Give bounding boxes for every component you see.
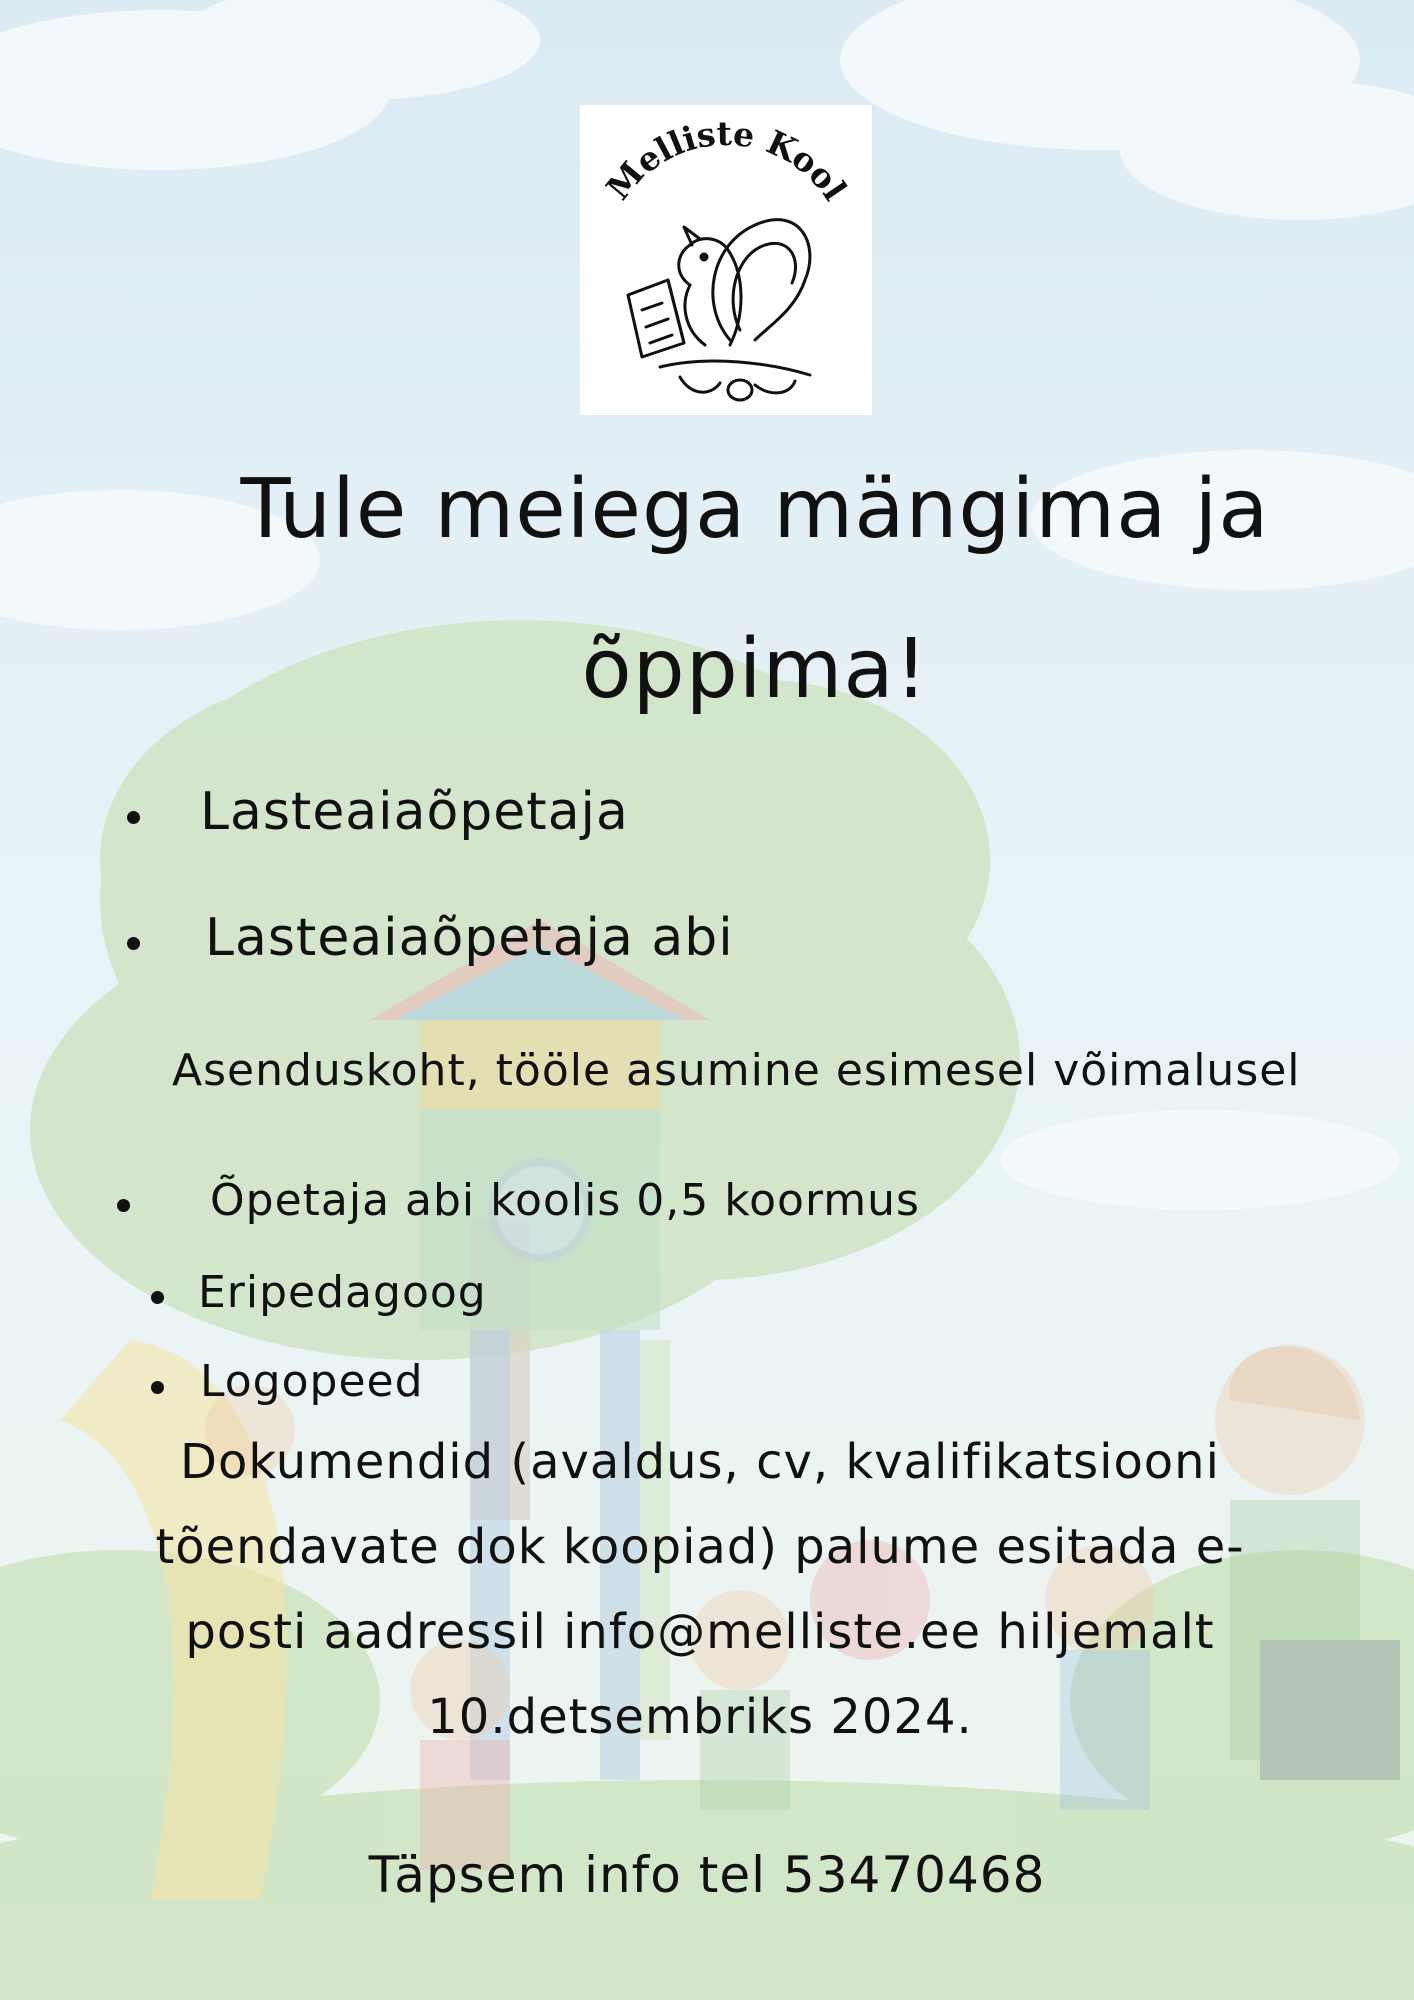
bullet-icon <box>127 811 140 824</box>
svg-text:Melliste Kool: Melliste Kool <box>598 113 855 208</box>
bullet-icon <box>127 937 140 950</box>
application-line-2: tõendavate dok koopiad) palume esitada e- <box>155 1519 1245 1575</box>
application-line-3: posti aadressil info@melliste.ee hiljemalt <box>185 1604 1215 1660</box>
headline <box>110 430 1400 750</box>
application-instructions <box>110 1420 1290 1760</box>
bullet-icon <box>151 1381 164 1394</box>
list-item: Lasteaiaõpetaja <box>200 782 629 842</box>
list-item: Eripedagoog <box>198 1267 487 1318</box>
list-item: Lasteaiaõpetaja abi <box>205 908 734 968</box>
bullet-icon <box>117 1199 130 1212</box>
substitute-note: Asenduskoht, tööle asumine esimesel võimalusel <box>172 1045 1301 1096</box>
headline-line-1: Tule meiega mängima ja <box>240 462 1270 557</box>
list-item: Logopeed <box>200 1356 424 1407</box>
application-line-1: Dokumendid (avaldus, cv, kvalifikatsiooni <box>180 1434 1220 1490</box>
list-item: Õpetaja abi koolis 0,5 koormus <box>210 1175 920 1226</box>
squirrel-reading-book-icon <box>580 105 872 415</box>
application-line-4: 10.detsembriks 2024. <box>427 1689 973 1745</box>
school-logo <box>580 105 872 415</box>
contact-info: Täpsem info tel 53470468 <box>368 1846 1046 1904</box>
bullet-icon <box>151 1291 164 1304</box>
headline-line-2: õppima! <box>581 622 929 717</box>
